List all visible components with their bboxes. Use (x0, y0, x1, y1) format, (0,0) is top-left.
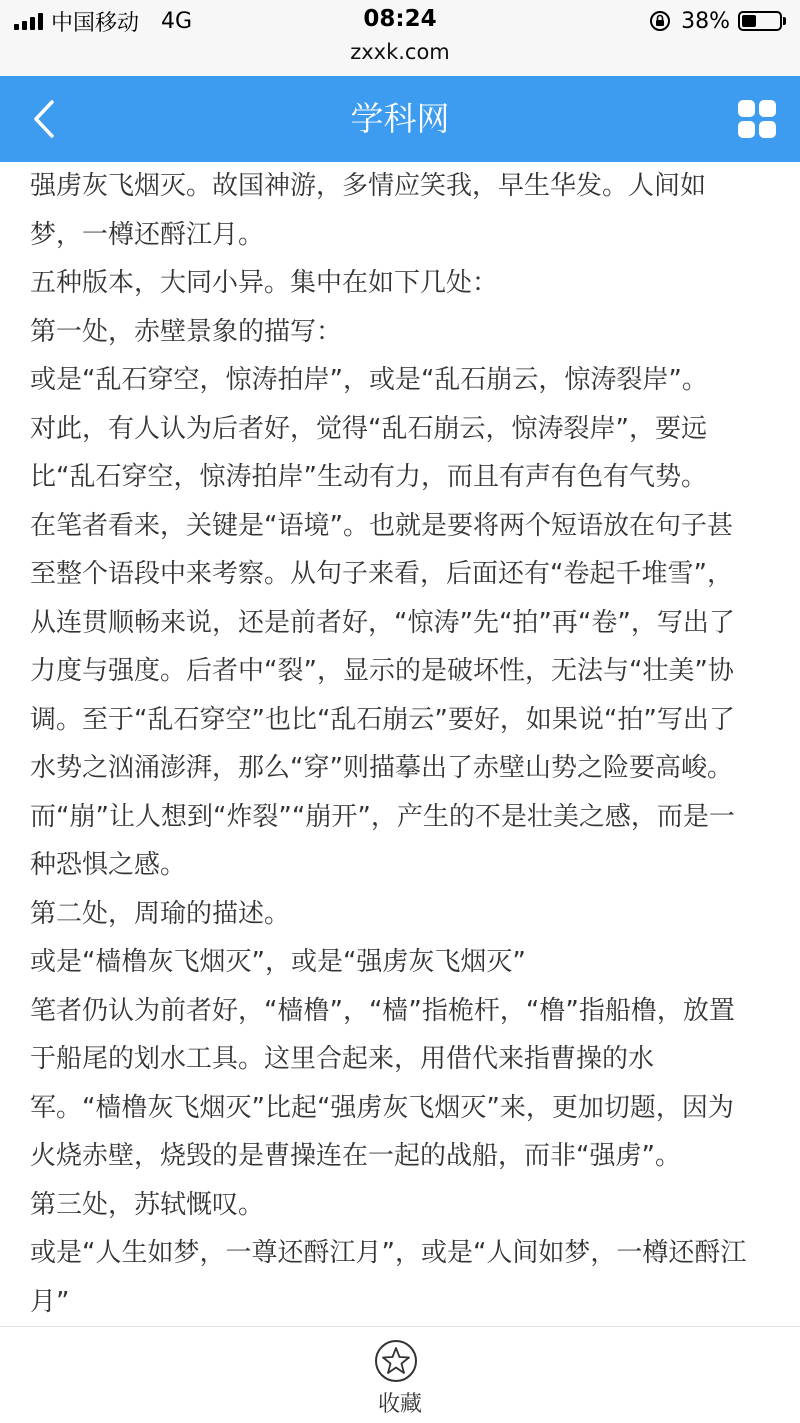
article-line: 比“乱石穿空，惊涛拍岸”生动有力，而且有声有色有气势。 (30, 462, 707, 492)
status-right (649, 6, 786, 36)
page-title: 学科网 (350, 99, 450, 138)
bottom-bar (0, 1326, 800, 1423)
grid-menu-button[interactable] (738, 100, 776, 138)
battery-percent: 38% (681, 8, 730, 34)
article-line: 从连贯顺畅来说，还是前者好，“惊涛”先“拍”再“卷”，写出了 (30, 607, 735, 638)
article-line: 笔者仍认为前者好，“樯橹”，“樯”指桅杆，“橹”指船橹，放置 (30, 995, 735, 1026)
article-line: 或是“樯橹灰飞烟灭”，或是“强虏灰飞烟灭” (30, 947, 526, 977)
article-line: 种恐惧之感。 (30, 850, 187, 880)
status-bar (0, 0, 800, 76)
grid-icon (738, 121, 755, 138)
page-url: zxxk.com (350, 40, 450, 64)
article-line: 于船尾的划水工具。这里合起来，用借代来指曹操的水 (30, 1044, 655, 1074)
article-body (30, 162, 780, 1326)
article-line: 第一处，赤壁景象的描写： (30, 316, 343, 347)
grid-icon (759, 121, 776, 138)
article-line: 第三处，苏轼慨叹。 (30, 1189, 265, 1220)
article-line: 梦，一樽还酹江月。 (30, 219, 265, 250)
article-line: 军。“樯橹灰飞烟灭”比起“强虏灰飞烟灭”来，更加切题，因为 (30, 1092, 734, 1123)
article-line: 对此，有人认为后者好，觉得“乱石崩云，惊涛裂岸”，要远 (30, 413, 707, 444)
article-line: 强虏灰飞烟灭。故国神游，多情应笑我，早生华发。人间如 (30, 171, 707, 201)
article-line: 水势之汹涌澎湃，那么“穿”则描摹出了赤壁山势之险要高峻。 (30, 753, 733, 783)
grid-icon (759, 100, 776, 117)
orientation-lock-icon (649, 10, 671, 32)
article-line: 火烧赤壁，烧毁的是曹操连在一起的战船，而非“强虏”。 (30, 1141, 681, 1171)
article-line: 至整个语段中来考察。从句子来看，后面还有“卷起千堆雪”， (30, 559, 733, 589)
article-line: 而“崩”让人想到“炸裂”“崩开”，产生的不是壮美之感，而是一 (30, 801, 735, 832)
grid-icon (738, 100, 755, 117)
article-line: 力度与强度。后者中“裂”，显示的是破坏性，无法与“壮美”协 (30, 656, 734, 686)
article-line: 或是“人生如梦，一尊还酹江月”，或是“人间如梦，一樽还酹江 (30, 1238, 747, 1268)
battery-icon (738, 11, 782, 31)
app-header (0, 76, 800, 162)
article-line: 月” (30, 1286, 70, 1317)
favorite-label[interactable]: 收藏 (377, 1392, 422, 1417)
favorite-star-icon[interactable] (374, 1339, 418, 1383)
article-line: 第二处，周瑜的描述。 (30, 898, 291, 929)
network-type: 4G (161, 8, 193, 34)
status-time: 08:24 (363, 6, 437, 32)
article-line: 或是“乱石穿空，惊涛拍岸”，或是“乱石崩云，惊涛裂岸”。 (30, 365, 708, 395)
carrier-name: 中国移动 (51, 10, 140, 36)
article-line: 五种版本，大同小异。集中在如下几处： (30, 268, 499, 298)
article-line: 调。至于“乱石穿空”也比“乱石崩云”要好，如果说“拍”写出了 (30, 704, 735, 735)
battery-tip (783, 17, 786, 25)
article-line: 在笔者看来，关键是“语境”。也就是要将两个短语放在句子甚 (30, 510, 733, 541)
